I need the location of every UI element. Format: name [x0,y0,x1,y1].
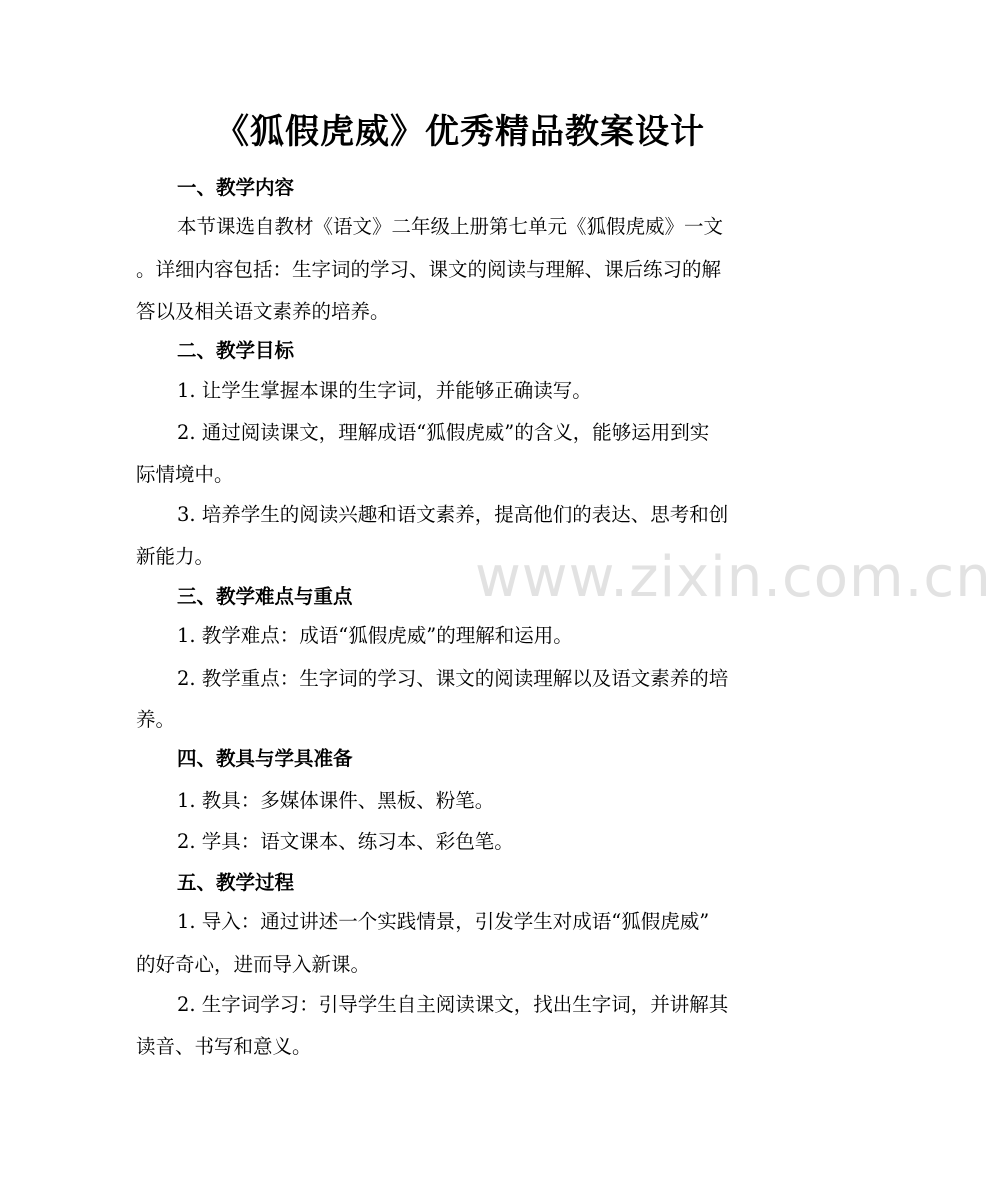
section-heading-4: 四、教具与学具准备 [177,747,353,770]
paragraph-line: 养。 [136,708,176,731]
paragraph-line: 读音、书写和意义。 [136,1035,312,1058]
section-heading-2: 二、教学目标 [177,339,295,362]
paragraph-line: 2. 通过阅读课文，理解成语“狐假虎威”的含义，能够运用到实 [177,421,710,444]
watermark: www.zixin.com.cn [475,545,992,610]
paragraph-line: 3. 培养学生的阅读兴趣和语文素养，提高他们的表达、思考和创 [177,503,729,526]
section-heading-3: 三、教学难点与重点 [177,585,353,608]
paragraph-line: 1. 导入：通过讲述一个实践情景，引发学生对成语“狐假虎威” [177,910,710,933]
section-heading-5: 五、教学过程 [177,871,295,894]
paragraph-line: 1. 教学难点：成语“狐假虎威”的理解和运用。 [177,624,573,647]
paragraph-line: 新能力。 [136,545,215,568]
paragraph-line: 2. 学具：语文课本、练习本、彩色笔。 [177,830,514,853]
paragraph-line: 际情境中。 [136,463,234,486]
paragraph-line: 2. 生字词学习：引导学生自主阅读课文，找出生字词，并讲解其 [177,993,729,1016]
paragraph-line: 答以及相关语文素养的培养。 [136,300,390,323]
paragraph-line: 1. 教具：多媒体课件、黑板、粉笔。 [177,789,495,812]
section-heading-1: 一、教学内容 [177,176,295,199]
paragraph-line: 。详细内容包括：生字词的学习、课文的阅读与理解、课后练习的解 [136,258,722,281]
paragraph-line: 的好奇心，进而导入新课。 [136,953,371,976]
document-title: 《狐假虎威》优秀精品教案设计 [215,112,705,152]
paragraph-line: 本节课选自教材《语文》二年级上册第七单元《狐假虎威》一文 [177,215,724,238]
paragraph-line: 1. 让学生掌握本课的生字词，并能够正确读写。 [177,379,592,402]
paragraph-line: 2. 教学重点：生字词的学习、课文的阅读理解以及语文素养的培 [177,667,729,690]
